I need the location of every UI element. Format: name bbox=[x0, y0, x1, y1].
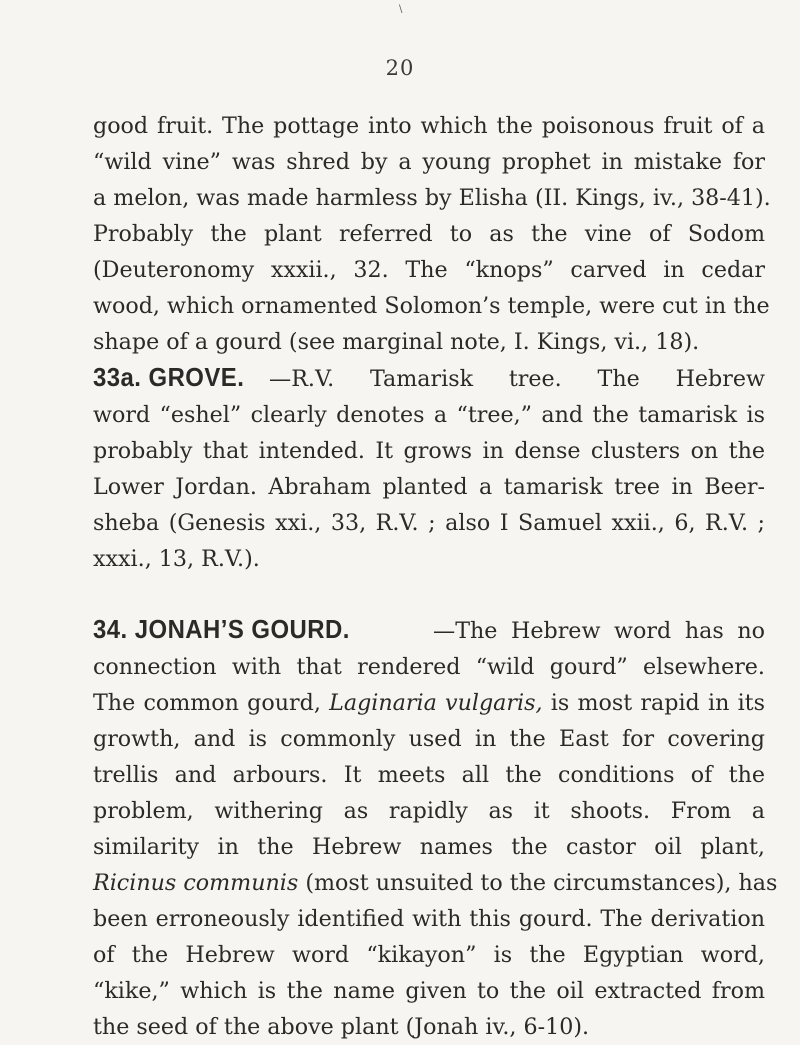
text-line: been erroneously identified with this gourd. The derivation bbox=[93, 906, 765, 932]
text-line: “wild vine” was shred by a young prophet in mistake for bbox=[93, 149, 765, 175]
scientific-name: Ricinus communis bbox=[93, 870, 299, 896]
jonahs-gourd-entry bbox=[93, 611, 778, 1045]
text-line: wood, which ornamented Solomon’s temple, were cut in the bbox=[93, 293, 770, 319]
text-line: good fruit. The pottage into which the poisonous fruit of a bbox=[93, 113, 765, 139]
text-line: problem, withering as rapidly as it shoots. From a bbox=[93, 798, 765, 824]
text-line: Lower Jordan. Abraham planted a tamarisk tree in Beer- bbox=[93, 474, 765, 500]
text-line: similarity in the Hebrew names the castor oil plant, bbox=[93, 834, 765, 860]
text-line: Probably the plant referred to as the vine of Sodom bbox=[93, 221, 765, 247]
text-line: probably that intended. It grows in dense clusters on the bbox=[93, 438, 765, 464]
text-line: a melon, was made harmless by Elisha (II. Kings, iv., 38-41). bbox=[93, 185, 771, 211]
text-line: the seed of the above plant (Jonah iv., 6-10). bbox=[93, 1014, 590, 1040]
text-line: of the Hebrew word “kikayon” is the Egyptian word, bbox=[93, 942, 765, 968]
text-line: shape of a gourd (see marginal note, I. Kings, vi., 18). bbox=[93, 329, 700, 355]
entry-first-line-text: —The Hebrew word has no bbox=[433, 618, 765, 644]
top-mark: \ bbox=[399, 4, 403, 15]
text-line: word “eshel” clearly denotes a “tree,” and the tamarisk is bbox=[93, 402, 765, 428]
text-segment: (most unsuited to the circumstances), has bbox=[298, 870, 778, 896]
entry-heading-grove: 33a. GROVE. bbox=[93, 362, 245, 392]
text-line bbox=[93, 685, 765, 721]
text-line: connection with that rendered “wild gourd” elsewhere. bbox=[93, 654, 765, 680]
text-segment: is most rapid in its bbox=[542, 690, 765, 716]
intro-paragraph bbox=[93, 108, 771, 360]
entry-first-line bbox=[93, 611, 765, 649]
text-line: sheba (Genesis xxi., 33, R.V. ; also I Samuel xxii., 6, R.V. ; bbox=[93, 510, 765, 536]
text-line: growth, and is commonly used in the East for covering bbox=[93, 726, 765, 752]
entry-heading-jonahs-gourd: 34. JONAH’S GOURD. bbox=[93, 614, 350, 644]
text-segment: The common gourd, bbox=[93, 690, 330, 716]
text-line: xxxi., 13, R.V.). bbox=[93, 546, 260, 572]
grove-entry bbox=[93, 359, 765, 577]
entry-first-line bbox=[93, 359, 765, 397]
text-line bbox=[93, 865, 778, 901]
entry-first-line-text: —R.V. Tamarisk tree. The Hebrew bbox=[269, 366, 765, 392]
text-line: trellis and arbours. It meets all the conditions of the bbox=[93, 762, 765, 788]
page-number: 20 bbox=[385, 56, 415, 80]
scientific-name: Laginaria vulgaris, bbox=[329, 690, 543, 716]
text-line: “kike,” which is the name given to the oil extracted from bbox=[93, 978, 765, 1004]
text-line: (Deuteronomy xxxii., 32. The “knops” carved in cedar bbox=[93, 257, 765, 283]
